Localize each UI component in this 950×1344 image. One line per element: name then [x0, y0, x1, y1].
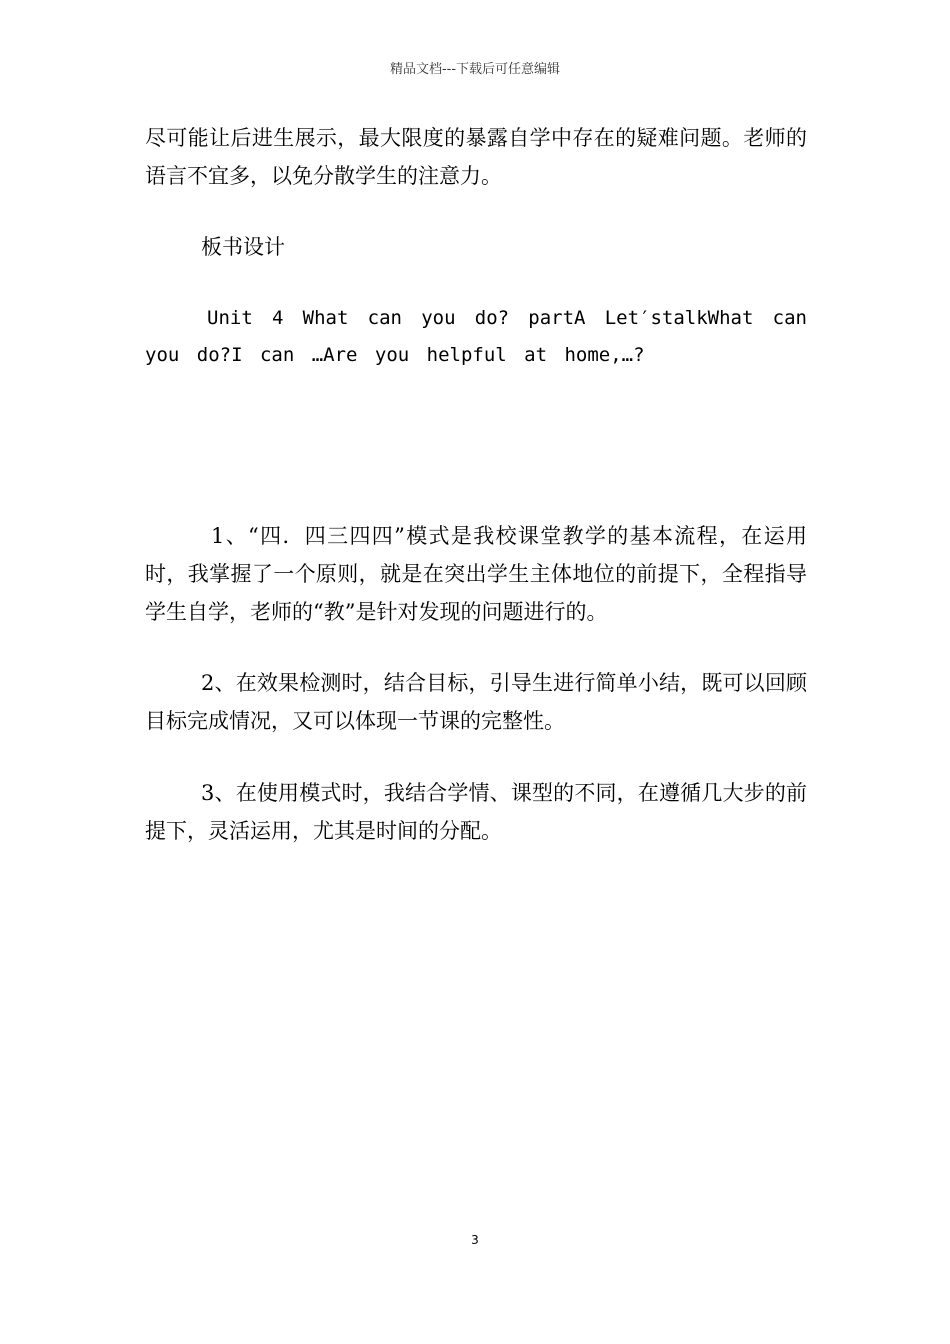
page-number: 3: [471, 1233, 479, 1247]
page-header: 精品文档---下载后可任意编辑: [389, 62, 561, 77]
reflection-item-2: 2、在效果检测时，结合目标，引导生进行简单小结，既可以回顾目标完成情况，又可以体现一节课的完整性。: [145, 671, 807, 733]
board-design-heading: 板书设计: [201, 235, 285, 259]
paragraph-teaching-note: 尽可能让后进生展示，最大限度的暴露自学中存在的疑难问题。老师的语言不宜多，以免分散学生的注意力。: [145, 126, 807, 188]
board-design-content: Unit 4 What can you do? partA Let′stalkWhat can you do?I can …Are you helpful at home,…?: [145, 307, 807, 366]
reflection-item-3: 3、在使用模式时，我结合学情、课型的不同，在遵循几大步的前提下，灵活运用，尤其是时间的分配。: [145, 781, 807, 843]
reflection-item-1: 1、“四．四三四四”模式是我校课堂教学的基本流程，在运用时，我掌握了一个原则，就是在突出学生主体地位的前提下，全程指导学生自学，老师的“教”是针对发现的问题进行的。: [145, 524, 807, 624]
